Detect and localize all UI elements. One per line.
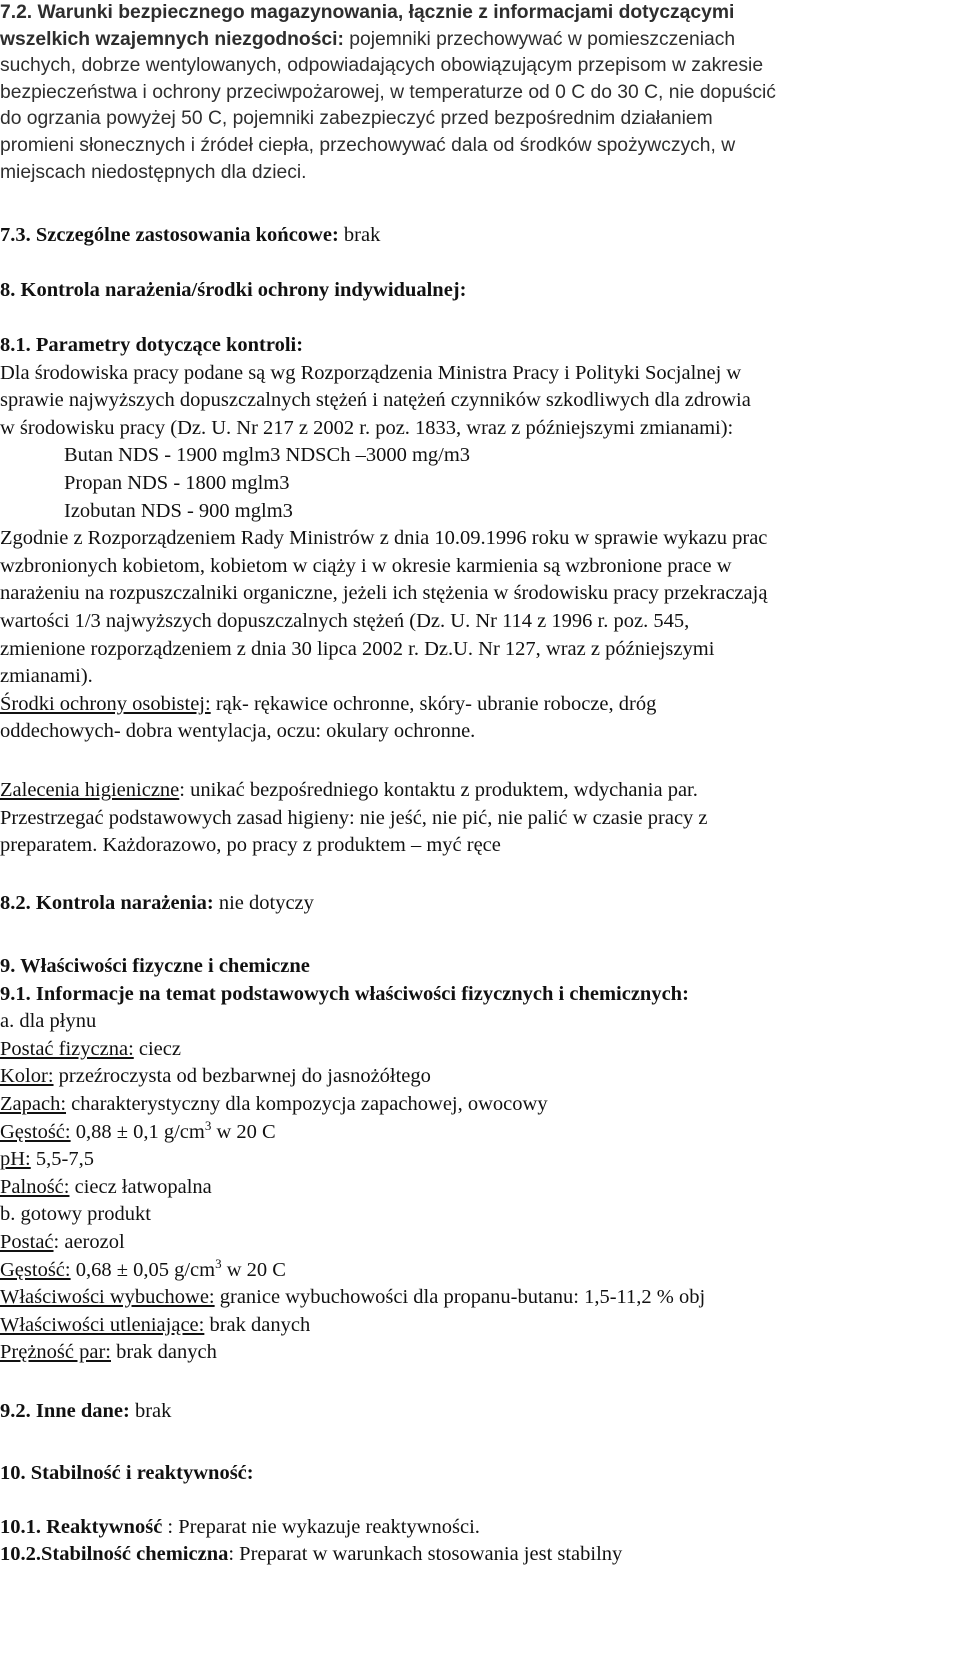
explosive-value: granice wybuchowości dla propanu-butanu: 1,5-11,2 % obj [214,1286,706,1309]
section-7-2-text: pojemniki przechowywać w pomieszczeniach [343,28,736,50]
section-8-heading [0,277,960,305]
section-9-1-title: 9.1. Informacje na temat podstawowych właściwości fizycznych i chemicznych: [0,982,689,1005]
flammability-label: Palność: [0,1175,70,1198]
paragraph-line: Zgodnie z Rozporządzeniem Rady Ministrów z dnia 10.09.1996 roku w sprawie wykazu prac [0,527,768,550]
density-value: 0,88 ± 0,1 g/cm [70,1120,205,1143]
vapor-pressure-label: Prężność par: [0,1341,111,1364]
paragraph-line: narażeniu na rozpuszczalniki organiczne, jeżeli ich stężenia w środowisku pracy przekraczają [0,582,768,605]
form-label: Postać fizyczna: [0,1037,134,1060]
section-8-2-value: nie dotyczy [213,892,314,914]
color-value: przeźroczysta od bezbarwnej do jasnożółtego [53,1065,431,1088]
nds-izobutan: Izobutan NDS - 900 mglm3 [64,499,293,522]
explosive-label: Właściwości wybuchowe: [0,1286,215,1309]
paragraph-line: wartości 1/3 najwyższych dopuszczalnych stężeń (Dz. U. Nr 114 z 1996 r. poz. 545, [0,609,690,632]
color-label: Kolor: [0,1065,54,1088]
section-10-1-value: : Preparat nie wykazuje reaktywności. [162,1516,480,1538]
section-7-2-line: bezpieczeństwa i ochrony przeciwpożarowej, w temperaturze od 0 C do 30 C, nie dopuścić [0,81,776,103]
section-8-2 [0,890,960,918]
paragraph-line: w środowisku pracy (Dz. U. Nr 217 z 2002 r. poz. 1833, wraz z późniejszymi zmianami): [0,416,734,439]
section-7-2 [0,0,960,186]
density-temp: w 20 C [211,1120,276,1143]
ppe-text: rąk- rękawice ochronne, skóry- ubranie robocze, dróg [210,692,657,715]
section-7-2-title-line1: Warunki bezpiecznego magazynowania, łącznie z informacjami dotyczącymi [37,2,735,23]
section-9-2-label: 9.2. Inne dane: [0,1400,130,1422]
liquid-subheading: a. dla płynu [0,1010,97,1033]
section-7-3-value: brak [338,224,381,246]
oxidizing-value: brak danych [204,1313,311,1336]
flammability-value: ciecz łatwopalna [69,1175,212,1198]
hygiene-text: : unikać bezpośredniego kontaktu z produktem, wdychania par. [179,779,698,801]
section-7-2-line: promieni słonecznych i źródeł ciepła, przechowywać dala od środków spożywczych, w [0,134,736,156]
hygiene-recommendations [0,777,960,860]
vapor-pressure-value: brak danych [111,1341,217,1364]
section-10-2-value: : Preparat w warunkach stosowania jest stabilny [228,1543,623,1565]
paragraph-line: zmienione rozporządzeniem z dnia 30 lipca 2002 r. Dz.U. Nr 127, wraz z późniejszymi [0,637,715,660]
section-10 [0,1460,960,1488]
density2-exponent: 3 [215,1255,222,1271]
form2-label: Postać [0,1230,54,1253]
density-exponent: 3 [204,1117,212,1133]
section-7-3 [0,222,960,250]
density2-label: Gęstość: [0,1258,71,1281]
section-10-title: 10. Stabilność i reaktywność: [0,1462,254,1484]
odor-label: Zapach: [0,1092,67,1115]
paragraph-line: zmianami). [0,665,93,688]
section-10-1-label: 10.1. Reaktywność [0,1516,163,1538]
density2-value: 0,68 ± 0,05 g/cm [70,1258,216,1281]
section-8-1 [0,332,960,746]
form2-value: : aerozol [53,1230,125,1253]
section-9-2-value: brak [129,1400,172,1422]
section-10-1 [0,1514,960,1542]
section-8-2-label: 8.2. Kontrola narażenia: [0,892,214,914]
section-7-2-line: do ogrzania powyżej 50 C, pojemniki zabezpieczyć przed bezpośrednim działaniem [0,108,713,130]
density-label: Gęstość: [0,1120,71,1143]
section-9-title: 9. Właściwości fizyczne i chemiczne [0,955,310,977]
section-8-title: 8. Kontrola narażenia/środki ochrony indywidualnej: [0,279,467,301]
section-7-2-number: 7.2. [0,2,33,23]
section-9 [0,953,960,1367]
section-8-1-title: 8.1. Parametry dotyczące kontroli: [0,334,304,356]
density2-temp: w 20 C [221,1258,286,1281]
hygiene-line: preparatem. Każdorazowo, po pracy z produktem – myć ręce [0,834,501,857]
paragraph-line: sprawie najwyższych dopuszczalnych stężeń i natężeń czynników szkodliwych dla zdrowia [0,389,751,412]
section-10-2-label: 10.2.Stabilność chemiczna [0,1543,229,1565]
section-7-2-title-line2: wszelkich wzajemnych niezgodności: [0,28,344,50]
oxidizing-label: Właściwości utleniające: [0,1313,205,1336]
nds-butan: Butan NDS - 1900 mglm3 NDSCh –3000 mg/m3 [64,444,471,467]
nds-propan: Propan NDS - 1800 mglm3 [64,471,290,494]
section-7-2-line: miejscach niedostępnych dla dzieci. [0,161,307,183]
section-7-3-label: 7.3. Szczególne zastosowania końcowe: [0,224,339,246]
odor-value: charakterystyczny dla kompozycja zapachowej, owocowy [66,1092,548,1115]
hygiene-label: Zalecenia higieniczne [0,779,180,801]
ppe-text-line2: oddechowych- dobra wentylacja, oczu: okulary ochronne. [0,720,476,743]
section-9-2 [0,1398,960,1426]
section-7-2-line: suchych, dobrze wentylowanych, odpowiadających obowiązującym przepisom w zakresie [0,55,764,77]
form-value: ciecz [133,1037,181,1060]
section-10-2 [0,1541,960,1569]
hygiene-line: Przestrzegać podstawowych zasad higieny: nie jeść, nie pić, nie palić w czasie pracy z [0,806,708,829]
ppe-label: Środki ochrony osobistej: [0,692,211,715]
ph-value: 5,5-7,5 [30,1148,94,1171]
paragraph-line: Dla środowiska pracy podane są wg Rozporządzenia Ministra Pracy i Polityki Socjalnej w [0,361,742,384]
paragraph-line: wzbronionych kobietom, kobietom w ciąży i w okresie karmienia są wzbronione prace w [0,554,732,577]
ph-label: pH: [0,1148,31,1171]
product-subheading: b. gotowy produkt [0,1203,151,1226]
